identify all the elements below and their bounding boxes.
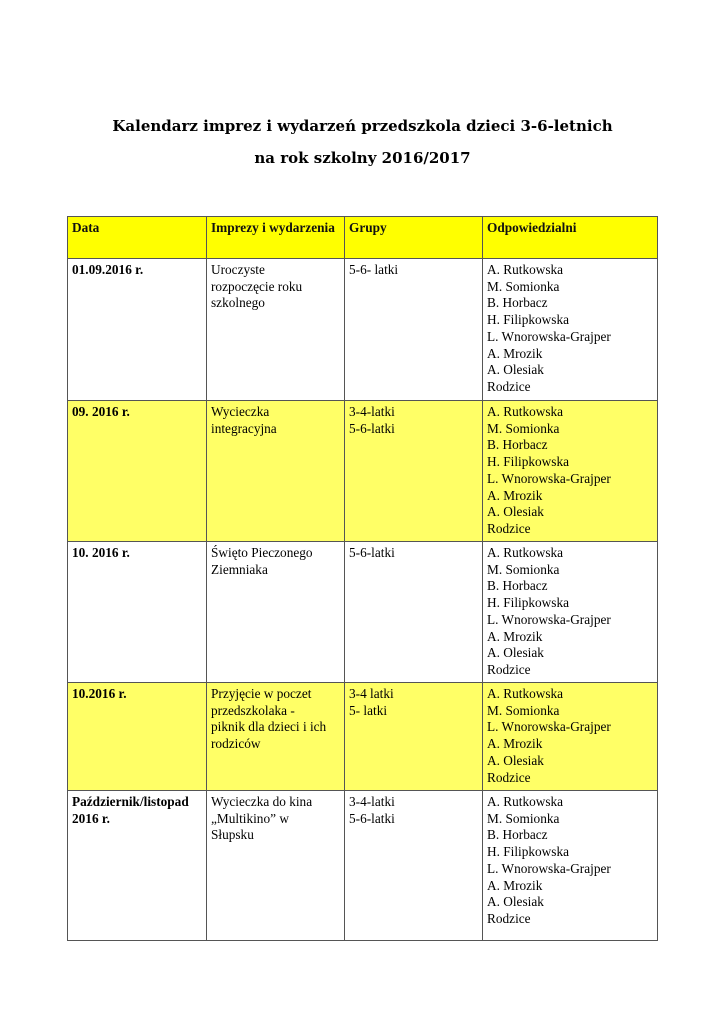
responsible-cell	[483, 542, 658, 683]
responsible-cell-line: A. Olesiak	[487, 752, 544, 768]
groups-cell-line: 5-6-latki	[349, 545, 395, 560]
groups-cell-line: 3-4-latki	[349, 404, 395, 419]
responsible-cell-line: Rodzice	[487, 378, 531, 394]
groups-cell-line: 3-4 latki	[349, 686, 394, 701]
groups-cell-line: 5-6- latki	[349, 262, 399, 277]
document-title-line1: Kalendarz imprez i wydarzeń przedszkola dzieci 3-6-letnich	[112, 117, 613, 135]
date-cell-line: 2016 r.	[72, 810, 110, 826]
table-header-row	[68, 217, 658, 259]
event-cell-line: Święto Pieczonego	[211, 545, 313, 560]
responsible-cell	[483, 401, 658, 542]
date-cell-line: 01.09.2016 r.	[72, 262, 144, 277]
responsible-cell-line: A. Olesiak	[487, 645, 544, 661]
responsible-cell-line: L. Wnorowska-Grajper	[487, 860, 611, 876]
groups-cell-line: 5-6-latki	[349, 810, 395, 826]
table-row	[68, 791, 658, 941]
event-cell-line: piknik dla dzieci i ich	[211, 719, 327, 735]
responsible-cell-line: B. Horbacz	[487, 295, 548, 311]
date-cell	[68, 683, 207, 791]
event-cell	[207, 259, 345, 401]
date-cell-line: 10. 2016 r.	[72, 545, 130, 560]
groups-cell	[345, 791, 483, 941]
responsible-cell-line: L. Wnorowska-Grajper	[487, 470, 611, 486]
responsible-cell	[483, 791, 658, 941]
groups-cell-line: 5-6-latki	[349, 420, 395, 436]
events-table	[67, 216, 658, 941]
date-cell	[68, 542, 207, 683]
responsible-cell-line: B. Horbacz	[487, 578, 548, 594]
event-cell	[207, 542, 345, 683]
event-cell	[207, 401, 345, 542]
responsible-cell-line: H. Filipkowska	[487, 844, 570, 860]
responsible-cell-line: H. Filipkowska	[487, 595, 570, 611]
responsible-cell-line: L. Wnorowska-Grajper	[487, 719, 611, 735]
date-cell-line: Październik/listopad	[72, 794, 189, 809]
table-row	[68, 542, 658, 683]
responsible-cell-line: M. Somionka	[487, 420, 560, 436]
responsible-cell-line: B. Horbacz	[487, 437, 548, 453]
event-cell-line: Uroczyste	[211, 262, 265, 277]
responsible-cell	[483, 683, 658, 791]
event-cell-line: rozpoczęcie roku	[211, 278, 303, 294]
responsible-cell-line: A. Rutkowska	[487, 262, 564, 277]
responsible-cell-line: M. Somionka	[487, 278, 560, 294]
document-title-line2: na rok szkolny 2016/2017	[254, 149, 471, 167]
groups-cell-line: 5- latki	[349, 702, 388, 718]
event-cell-line: Wycieczka	[211, 404, 270, 419]
groups-cell	[345, 401, 483, 542]
responsible-cell-line: A. Olesiak	[487, 504, 544, 520]
table-row	[68, 259, 658, 401]
table-row	[68, 683, 658, 791]
event-cell-line: integracyjna	[211, 420, 277, 436]
header-groups: Grupy	[345, 217, 483, 259]
groups-cell	[345, 542, 483, 683]
date-cell	[68, 259, 207, 401]
responsible-cell-line: A. Olesiak	[487, 362, 544, 378]
responsible-cell-line: L. Wnorowska-Grajper	[487, 328, 611, 344]
event-cell-line: przedszkolaka -	[211, 702, 295, 718]
event-cell-line: rodziców	[211, 736, 261, 752]
responsible-cell-line: M. Somionka	[487, 810, 560, 826]
event-cell-line: Ziemniaka	[211, 561, 268, 577]
event-cell-line: „Multikino” w	[211, 810, 289, 826]
responsible-cell	[483, 259, 658, 401]
responsible-cell-line: Rodzice	[487, 661, 531, 677]
responsible-cell-line: A. Olesiak	[487, 894, 544, 910]
responsible-cell-line: Rodzice	[487, 520, 531, 536]
responsible-cell-line: A. Mrozik	[487, 877, 543, 893]
responsible-cell-line: A. Rutkowska	[487, 686, 564, 701]
header-date: Data	[68, 217, 207, 259]
table-row	[68, 401, 658, 542]
responsible-cell-line: H. Filipkowska	[487, 454, 570, 470]
date-cell	[68, 401, 207, 542]
responsible-cell-line: A. Rutkowska	[487, 404, 564, 419]
date-cell	[68, 791, 207, 941]
responsible-cell-line: Rodzice	[487, 910, 531, 926]
event-cell-line: Wycieczka do kina	[211, 794, 313, 809]
event-cell	[207, 683, 345, 791]
groups-cell	[345, 259, 483, 401]
responsible-cell-line: A. Mrozik	[487, 345, 543, 361]
responsible-cell-line: Rodzice	[487, 769, 531, 785]
responsible-cell-line: H. Filipkowska	[487, 312, 570, 328]
header-responsible: Odpowiedzialni	[483, 217, 658, 259]
responsible-cell-line: B. Horbacz	[487, 827, 548, 843]
responsible-cell-line: A. Rutkowska	[487, 794, 564, 809]
event-cell-line: Słupsku	[211, 827, 254, 843]
date-cell-line: 10.2016 r.	[72, 686, 127, 701]
groups-cell	[345, 683, 483, 791]
event-cell-line: Przyjęcie w poczet	[211, 686, 312, 701]
event-cell-line: szkolnego	[211, 295, 265, 311]
responsible-cell-line: M. Somionka	[487, 702, 560, 718]
responsible-cell-line: A. Rutkowska	[487, 545, 564, 560]
groups-cell-line: 3-4-latki	[349, 794, 395, 809]
date-cell-line: 09. 2016 r.	[72, 404, 130, 419]
responsible-cell-line: A. Mrozik	[487, 736, 543, 752]
responsible-cell-line: A. Mrozik	[487, 628, 543, 644]
header-events: Imprezy i wydarzenia	[207, 217, 345, 259]
event-cell	[207, 791, 345, 941]
responsible-cell-line: A. Mrozik	[487, 487, 543, 503]
responsible-cell-line: M. Somionka	[487, 561, 560, 577]
responsible-cell-line: L. Wnorowska-Grajper	[487, 611, 611, 627]
